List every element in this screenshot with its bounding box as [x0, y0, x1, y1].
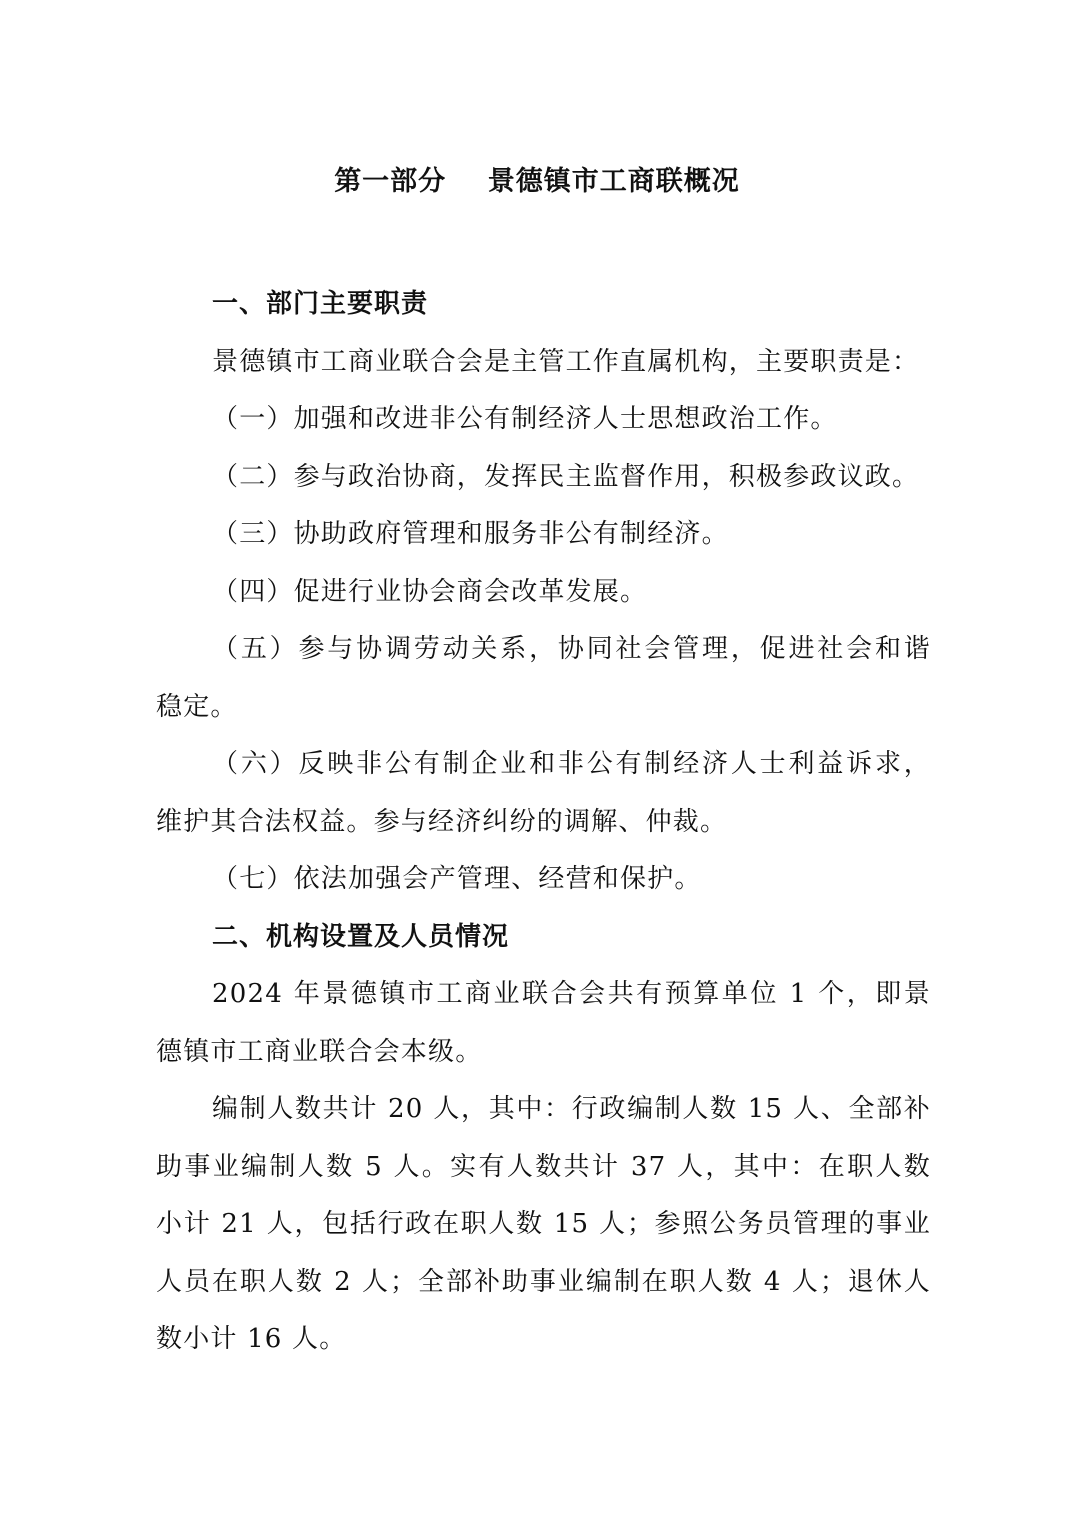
responsibility-item-4: （四）促进行业协会商会改革发展。: [212, 576, 648, 607]
page-title: 第一部分 景德镇市工商联概况: [334, 166, 740, 197]
staffing-paragraph-line-5: 数小计 16 人。: [156, 1324, 347, 1354]
budget-unit-paragraph-line-1: 2024 年景德镇市工商业联合会共有预算单位 1 个，即景: [212, 979, 931, 1009]
staffing-paragraph-line-1: 编制人数共计 20 人，其中：行政编制人数 15 人、全部补: [212, 1094, 931, 1124]
staffing-paragraph-line-4: 人员在职人数 2 人；全部补助事业编制在职人数 4 人；退休人: [156, 1266, 931, 1297]
responsibility-item-1: （一）加强和改进非公有制经济人士思想政治工作。: [212, 404, 838, 434]
responsibility-item-7: （七）依法加强会产管理、经营和保护。: [212, 864, 702, 894]
document-body: [156, 276, 931, 1369]
responsibility-item-6: （六）反映非公有制企业和非公有制经济人士利益诉求，: [212, 749, 931, 779]
responsibilities-intro: 景德镇市工商业联合会是主管工作直属机构，主要职责是：: [212, 346, 920, 377]
responsibility-item-3: （三）协助政府管理和服务非公有制经济。: [212, 519, 729, 549]
responsibility-item-5: （五）参与协调劳动关系，协同社会管理，促进社会和谐: [212, 634, 931, 664]
responsibility-item-6-continued: 维护其合法权益。参与经济纠纷的调解、仲裁。: [156, 806, 728, 837]
staffing-paragraph-line-2: 助事业编制人数 5 人。实有人数共计 37 人，其中：在职人数: [156, 1151, 931, 1182]
responsibility-item-5-continued: 稳定。: [156, 691, 238, 722]
staffing-paragraph-line-3: 小计 21 人，包括行政在职人数 15 人；参照公务员管理的事业: [156, 1209, 931, 1239]
section-heading-organization: 二、机构设置及人员情况: [212, 921, 510, 952]
responsibility-item-2: （二）参与政治协商，发挥民主监督作用，积极参政议政。: [212, 461, 920, 492]
section-heading-responsibilities: 一、部门主要职责: [212, 289, 429, 319]
budget-unit-paragraph-line-2: 德镇市工商业联合会本级。: [156, 1036, 483, 1067]
